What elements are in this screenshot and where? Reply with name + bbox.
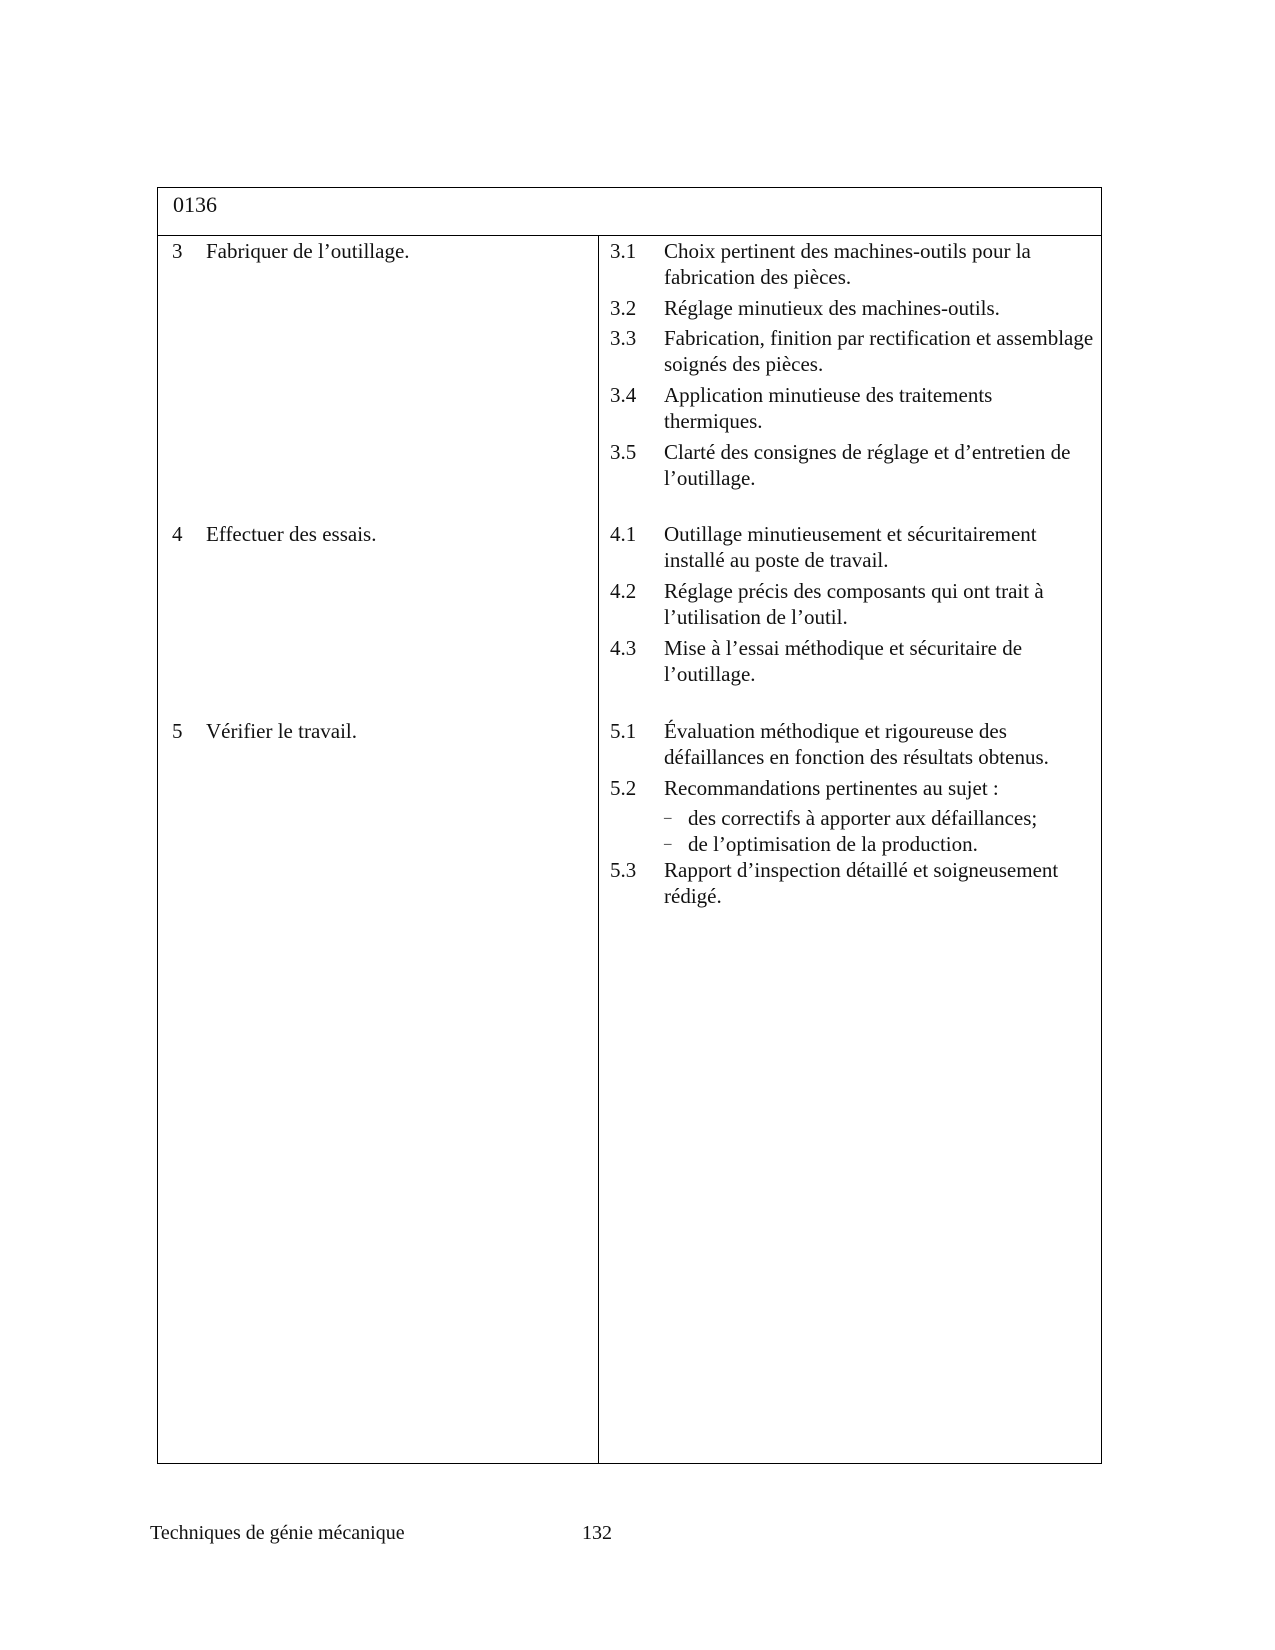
task-label: Effectuer des essais. bbox=[206, 522, 377, 546]
criterion-text: Réglage minutieux des machines-outils. bbox=[664, 296, 1000, 320]
subitem-text: de l’optimisation de la production. bbox=[688, 832, 978, 856]
task-4 bbox=[172, 521, 582, 547]
dash-bullet: – bbox=[664, 836, 672, 852]
criterion-number: 4.3 bbox=[610, 636, 637, 660]
criterion-number: 3.3 bbox=[610, 326, 637, 350]
criterion-3-3 bbox=[610, 325, 1095, 377]
task-number: 3 bbox=[172, 239, 183, 263]
column-divider bbox=[598, 236, 599, 1463]
criterion-number: 5.3 bbox=[610, 858, 637, 882]
criterion-text: Recommandations pertinentes au sujet : bbox=[664, 776, 999, 800]
criterion-number: 3.5 bbox=[610, 440, 637, 464]
criterion-text: Réglage précis des composants qui ont trait à l’utilisation de l’outil. bbox=[664, 579, 1044, 629]
criterion-3-2 bbox=[610, 295, 1095, 321]
criterion-number: 4.2 bbox=[610, 579, 637, 603]
criterion-text: Rapport d’inspection détaillé et soigneusement rédigé. bbox=[664, 858, 1059, 908]
criterion-5-3 bbox=[610, 857, 1095, 909]
criterion-number: 3.2 bbox=[610, 296, 637, 320]
dash-bullet: – bbox=[664, 810, 672, 826]
code-row bbox=[158, 188, 1101, 236]
criterion-text: Fabrication, finition par rectification et assemblage soignés des pièces. bbox=[664, 326, 1094, 376]
task-number: 5 bbox=[172, 719, 183, 743]
criterion-5-2-subitem bbox=[664, 805, 1094, 831]
criterion-text: Choix pertinent des machines-outils pour la fabrication des pièces. bbox=[664, 239, 1031, 289]
task-label: Fabriquer de l’outillage. bbox=[206, 239, 410, 263]
criterion-text: Clarté des consignes de réglage et d’entretien de l’outillage. bbox=[664, 440, 1071, 490]
criterion-3-5 bbox=[610, 439, 1095, 491]
subitem-text: des correctifs à apporter aux défaillances; bbox=[688, 806, 1038, 830]
competency-code: 0136 bbox=[173, 192, 217, 217]
criterion-text: Évaluation méthodique et rigoureuse des défaillances en fonction des résultats obtenus. bbox=[664, 719, 1049, 769]
task-3 bbox=[172, 238, 582, 264]
criterion-4-1 bbox=[610, 521, 1095, 573]
criterion-5-1 bbox=[610, 718, 1095, 770]
criterion-5-2-subitem bbox=[664, 831, 1094, 857]
criterion-4-2 bbox=[610, 578, 1095, 630]
criterion-text: Outillage minutieusement et sécuritairement installé au poste de travail. bbox=[664, 522, 1037, 572]
criterion-number: 4.1 bbox=[610, 522, 637, 546]
criterion-number: 3.4 bbox=[610, 383, 637, 407]
task-5 bbox=[172, 718, 582, 744]
task-number: 4 bbox=[172, 522, 183, 546]
competency-table bbox=[157, 187, 1102, 1464]
task-label: Vérifier le travail. bbox=[206, 719, 357, 743]
criterion-number: 5.2 bbox=[610, 776, 637, 800]
footer-program-title: Techniques de génie mécanique bbox=[150, 1522, 405, 1544]
criterion-text: Application minutieuse des traitements thermiques. bbox=[664, 383, 993, 433]
footer-page-number: 132 bbox=[582, 1522, 612, 1544]
criterion-text: Mise à l’essai méthodique et sécuritaire de l’outillage. bbox=[664, 636, 1023, 686]
criterion-5-2 bbox=[610, 775, 1095, 801]
criterion-3-4 bbox=[610, 382, 1095, 434]
criterion-4-3 bbox=[610, 635, 1095, 687]
criterion-number: 3.1 bbox=[610, 239, 637, 263]
criterion-3-1 bbox=[610, 238, 1095, 290]
criterion-number: 5.1 bbox=[610, 719, 637, 743]
